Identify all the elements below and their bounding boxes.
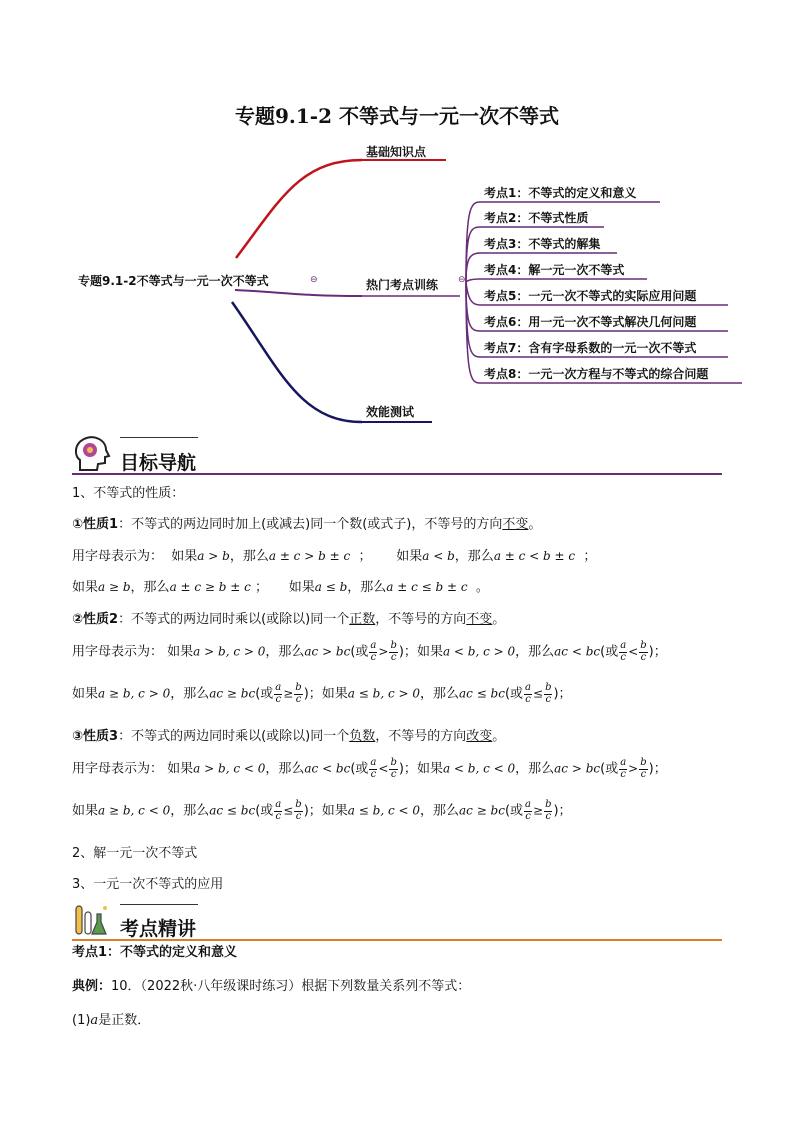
mindmap-point: 考点6：用一元一次不等式解决几何问题 — [484, 315, 697, 329]
property-2-line-2: 如果a ≥ b, c > 0，那么ac ≥ bc(或 $\frac{a}{c}$ ≥ $\frac{b}{c}$ )；如果a ≤ b, c > 0，那么ac ≤ bc(或 $\frac{a}{c}$ ≤ $\frac{b}{c}$ )； — [72, 682, 572, 705]
section-heading-exam: 考点精讲 — [120, 918, 197, 940]
question-1: (1)a是正数． — [72, 1013, 151, 1028]
property-3: ③性质3：不等式的两边同时乘以(或除以)同一个负数，不等号的方向改变。 — [72, 729, 506, 744]
branch-curve-basics — [236, 160, 362, 258]
section-divider — [72, 939, 722, 941]
page-title: 专题9.1-2 不等式与一元一次不等式 — [235, 104, 559, 128]
collapse-icon[interactable]: ⊖ — [310, 275, 318, 285]
mindmap-point: 考点1：不等式的定义和意义 — [484, 186, 637, 200]
example-prompt: 典例：10．（2022秋·八年级课时练习）根据下列数量关系列不等式： — [72, 979, 471, 994]
branch-curve-test — [232, 302, 362, 422]
property-2: ②性质2：不等式的两边同时乘以(或除以)同一个正数，不等号的方向不变。 — [72, 612, 506, 627]
mindmap-point: 考点4：解一元一次不等式 — [484, 263, 625, 277]
property-3-line-2: 如果a ≥ b, c < 0，那么ac ≤ bc(或 $\frac{a}{c}$ ≤ $\frac{b}{c}$ )；如果a ≤ b, c < 0，那么ac ≥ bc(或 $\frac{a}{c}$ ≥ $\frac{b}{c}$ )； — [72, 799, 572, 822]
nav-item-2: 2、解一元一次不等式 — [72, 846, 198, 861]
mindmap-point: 考点3：不等式的解集 — [484, 237, 601, 251]
collapse-icon[interactable]: ⊖ — [458, 275, 466, 285]
mindmap-point: 考点8：一元一次方程与不等式的综合问题 — [484, 367, 709, 381]
heading-overline — [120, 904, 198, 905]
heading-overline — [120, 437, 198, 438]
mindmap-point: 考点2：不等式性质 — [484, 211, 589, 225]
mindmap-root: 专题9.1-2不等式与一元一次不等式 — [78, 274, 269, 288]
lab-flask-icon — [72, 902, 112, 938]
nav-item-3: 3、一元一次不等式的应用 — [72, 877, 224, 892]
mindmap-point: 考点5：一元一次不等式的实际应用问题 — [484, 289, 697, 303]
exam-point-title: 考点1：不等式的定义和意义 — [72, 945, 238, 960]
section-heading-nav: 目标导航 — [120, 452, 197, 474]
mindmap-point: 考点7：含有字母系数的一元一次不等式 — [484, 341, 697, 355]
property-2-line-1: 用字母表示为： 如果a > b, c > 0，那么ac > bc(或 $\frac{a}{c}$ > $\frac{b}{c}$ )；如果a < b, c > 0，那么ac < bc(或 $\frac{a}{c}$ < $\frac{b}{c}$ )； — [72, 640, 667, 663]
property-3-line-1: 用字母表示为： 如果a > b, c < 0，那么ac < bc(或 $\frac{a}{c}$ < $\frac{b}{c}$ )；如果a < b, c < 0，那么ac > bc(或 $\frac{a}{c}$ > $\frac{b}{c}$ )； — [72, 757, 667, 780]
property-1-line-2: 如果a ≥ b，那么a ± c ≥ b ± c ； 如果a ≤ b，那么a ± c ≤ b ± c 。 — [72, 580, 489, 595]
branch-curve-hot — [235, 290, 362, 296]
section-divider — [72, 473, 722, 475]
branch-basics: 基础知识点 — [366, 145, 427, 159]
brain-head-icon — [72, 434, 112, 474]
nav-item-1: 1、不等式的性质： — [72, 486, 185, 501]
property-1-line-1: 用字母表示为： 如果a > b，那么a ± c > b ± c ； 如果a < b，那么a ± c < b ± c ； — [72, 549, 597, 564]
property-1: ①性质1：不等式的两边同时加上(或减去)同一个数(或式子)，不等号的方向不变。 — [72, 517, 542, 532]
branch-hot: 热门考点训练 — [366, 278, 439, 292]
branch-test: 效能测试 — [366, 405, 415, 419]
